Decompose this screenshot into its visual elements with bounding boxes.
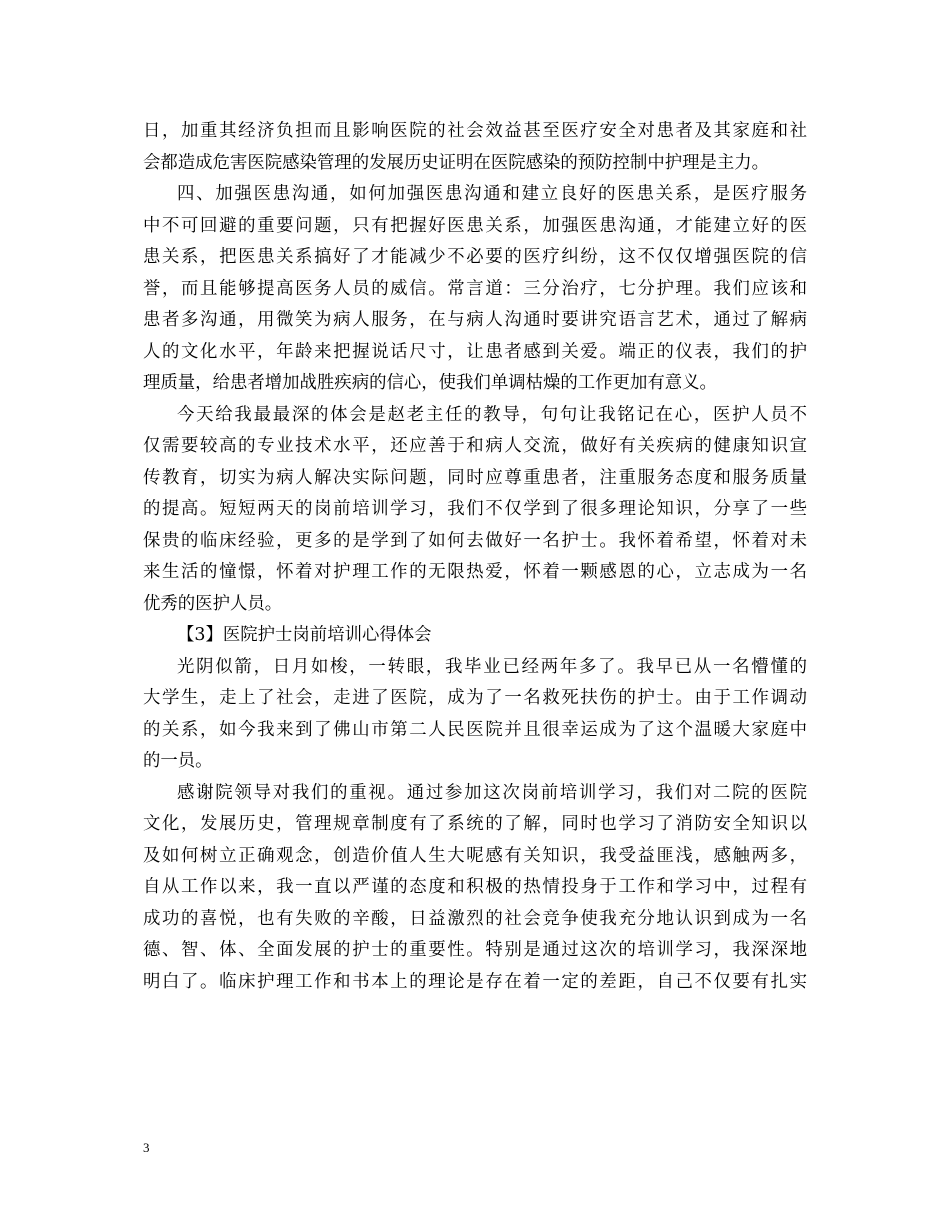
text-line: 中不可回避的重要问题，只有把握好医患关系，加强医患沟通，才能建立好的医 <box>143 215 807 236</box>
text-line: 日，加重其经济负担而且影响医院的社会效益甚至医疗安全对患者及其家庭和社 <box>143 121 807 141</box>
text-line: 及如何树立正确观念，创造价值人生大呢感有关知识，我受益匪浅，感触两多， <box>143 845 807 866</box>
text-line: 理质量，给患者增加战胜疾病的信心，使我们单调枯燥的工作更加有意义。 <box>143 373 717 393</box>
text-line: 传教育，切实为病人解决实际问题，同时应尊重患者，注重服务态度和服务质量 <box>143 467 807 488</box>
text-line: 仅需要较高的专业技术水平，还应善于和病人交流，做好有关疾病的健康知识宣 <box>143 436 807 456</box>
text-line: 来生活的憧憬，怀着对护理工作的无限热爱，怀着一颗感恩的心，立志成为一名 <box>143 562 807 582</box>
paragraph-first-line: 光阴似箭，日月如梭，一转眼，我毕业已经两年多了。我早已从一名懵懂的 <box>177 656 807 677</box>
text-line: 患关系，把医患关系搞好了才能减少不必要的医疗纠纷，这不仅仅增强医院的信 <box>143 247 807 267</box>
text-line: 的提高。短短两天的岗前培训学习，我们不仅学到了很多理论知识，分享了一些 <box>143 499 807 519</box>
section-heading: 【3】医院护士岗前培训心得体会 <box>177 625 432 645</box>
text-line: 自从工作以来，我一直以严谨的态度和积极的热情投身于工作和学习中，过程有 <box>143 877 807 897</box>
text-line: 誉，而且能够提高医务人员的威信。常言道：三分治疗，七分护理。我们应该和 <box>143 278 807 299</box>
text-line: 的关系，如今我来到了佛山市第二人民医院并且很幸运成为了这个温暖大家庭中 <box>143 719 807 740</box>
text-line: 大学生，走上了社会，走进了医院，成为了一名救死扶伤的护士。由于工作调动 <box>143 688 807 708</box>
text-line: 人的文化水平，年龄来把握说话尺寸，让患者感到关爱。端正的仪表，我们的护 <box>143 341 807 362</box>
text-line: 优秀的医护人员。 <box>143 593 283 614</box>
page-number: 3 <box>143 1140 150 1155</box>
paragraph-first-line: 四、加强医患沟通，如何加强医患沟通和建立良好的医患关系，是医疗服务 <box>177 184 807 204</box>
text-line: 德、智、体、全面发展的护士的重要性。特别是通过这次的培训学习，我深深地 <box>143 940 807 960</box>
paragraph-first-line: 感谢院领导对我们的重视。通过参加这次岗前培训学习，我们对二院的医院 <box>177 782 807 803</box>
document-body <box>143 116 807 998</box>
text-line: 的一员。 <box>143 751 213 771</box>
text-line: 文化，发展历史，管理规章制度有了系统的了解，同时也学习了消防安全知识以 <box>143 814 807 834</box>
text-line: 患者多沟通，用微笑为病人服务，在与病人沟通时要讲究语言艺术，通过了解病 <box>143 310 807 330</box>
text-line: 明白了。临床护理工作和书本上的理论是存在着一定的差距，自己不仅要有扎实 <box>143 971 807 992</box>
text-line: 成功的喜悦，也有失败的辛酸，日益激烈的社会竞争使我充分地认识到成为一名 <box>143 908 807 929</box>
text-line: 会都造成危害医院感染管理的发展历史证明在医院感染的预防控制中护理是主力。 <box>143 152 770 173</box>
text-line: 保贵的临床经验，更多的是学到了如何去做好一名护士。我怀着希望，怀着对未 <box>143 530 807 551</box>
paragraph-first-line: 今天给我最最深的体会是赵老主任的教导，句句让我铭记在心，医护人员不 <box>177 404 807 425</box>
